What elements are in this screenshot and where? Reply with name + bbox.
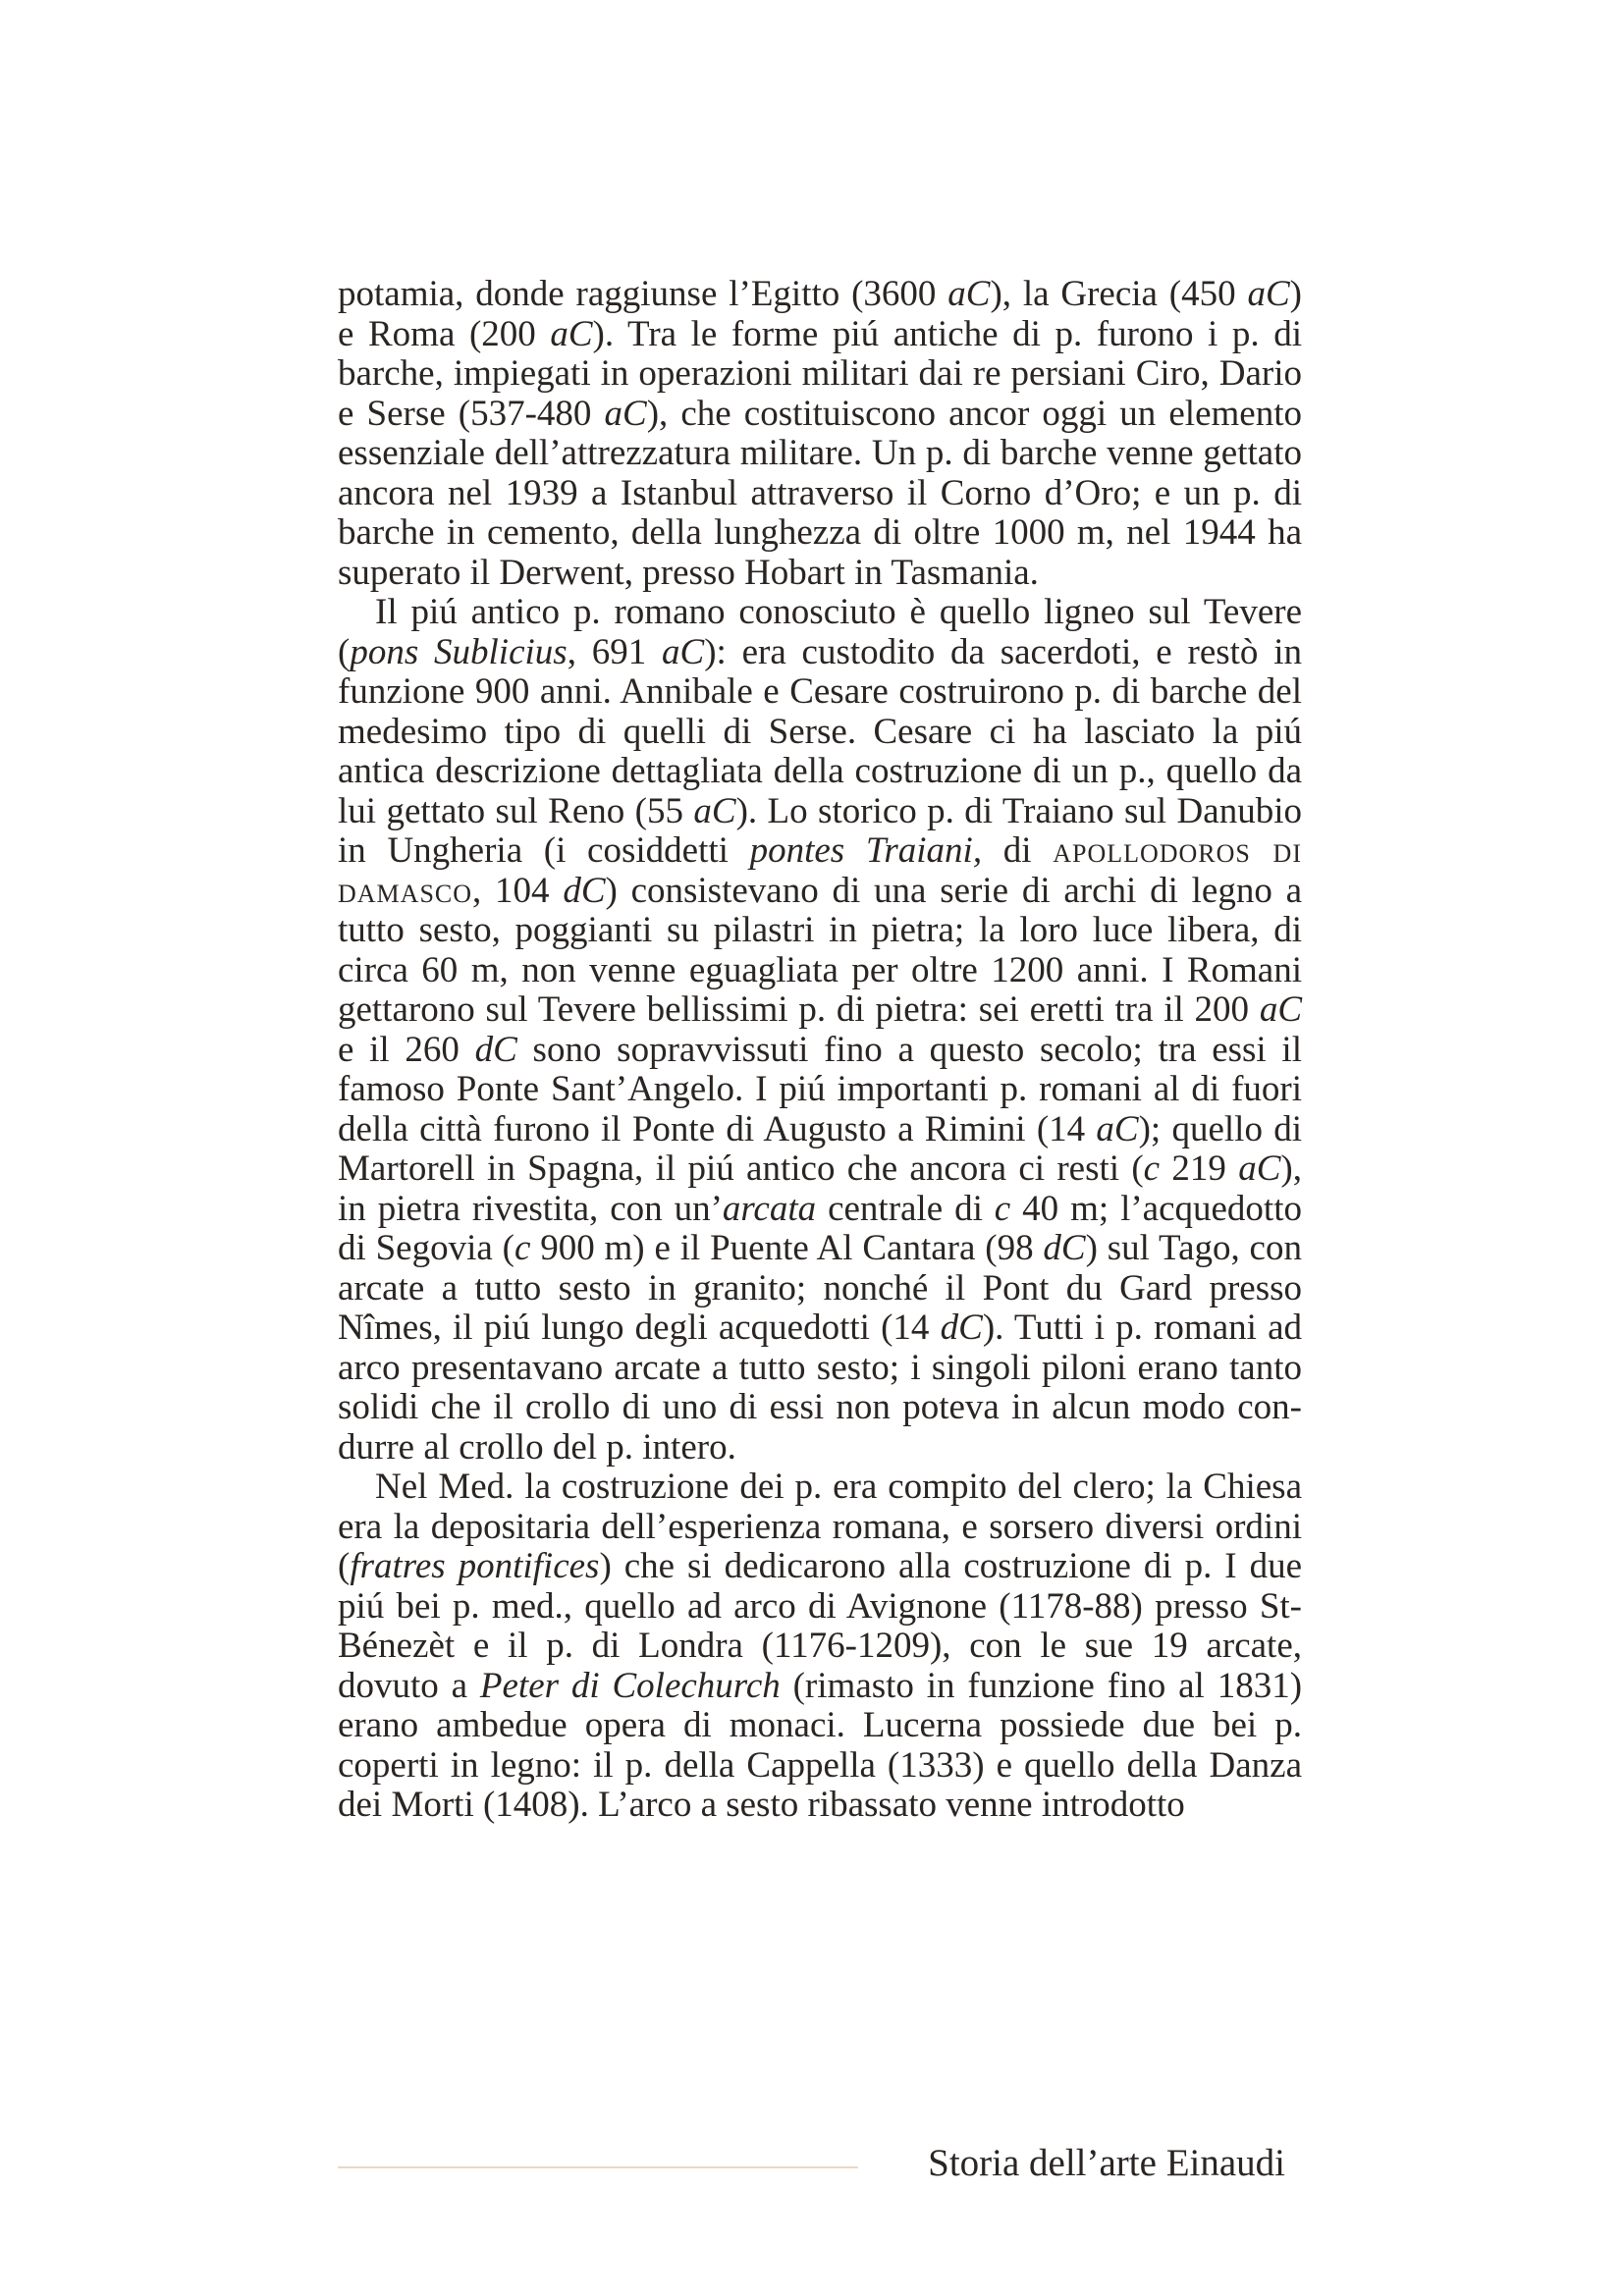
text-run: Il piú antico p. romano conosciuto è quello ligneo sul Tevere ( [338, 592, 1302, 672]
text-run: ), che costituiscono ancor oggi un elemento essenziale dell’attrezzatura militare. Un p. di barche venne gettato ancora nel 1939 a Istanbul attraverso il Corno d’Oro; e un p. di barche in cemento, della lunghezza di oltre 1000 m, nel 1944 ha superato il Derwent, presso Hobart in Tasmania. [338, 393, 1302, 593]
text-run: ) consistevano di una serie di archi di legno a tutto sesto, poggianti su pilastri in pietra; la loro luce libera, di circa 60 m, non venne eguagliata per oltre 1200 anni. I Romani gettarono sul Tevere bellissimi p. di pietra: sei eretti tra il 200 [338, 870, 1303, 1030]
footer-divider [338, 2166, 858, 2168]
small-caps-name: apollodoros di damasco [338, 830, 1302, 911]
text-run: e il 260 [338, 1029, 475, 1070]
text-run: ). Tra le forme piú antiche di p. furono i p. di barche, impiegati in operazioni militari dai re persiani Ciro, Dario e Serse (537-480 [338, 313, 1302, 434]
text-run: Nel Med. la costruzione dei p. era compito del clero; la Chiesa era la depositaria dell’esperienza romana, e sorsero diversi ordini ( [338, 1467, 1302, 1586]
text-run: ) sul Tago, con arcate a tutto sesto in granito; nonché il Pont du Gard presso Nîmes, il piú lungo degli acquedotti (14 [338, 1228, 1302, 1348]
italic-term: aC [1259, 989, 1302, 1030]
text-run: ) e Roma (200 [338, 274, 1302, 354]
paragraph-1 [338, 275, 1302, 593]
text-run: (rimasto in funzione fino al 1831) erano ambedue opera di monaci. Lucerna possiede due bei p. coperti in legno: il p. della Cappella (1333) e quello della Danza dei Morti (1408). L’arco a sesto ribassato venne introdotto [338, 1665, 1303, 1825]
text-run: 900 m) e il Puente Al Cantara (98 [530, 1228, 1044, 1268]
text-run: ). Tutti i p. romani ad arco presentavano arcate a tutto sesto; i singoli piloni erano tanto solidi che il crollo di uno di essi non poteva in alcun modo condurre al crollo del p. intero. [338, 1308, 1302, 1468]
text-run: ), la Grecia (450 [990, 274, 1248, 314]
italic-term: aC [947, 274, 991, 314]
text-run: 40 m; l’acquedotto di Segovia ( [338, 1188, 1302, 1268]
text-run: di [982, 830, 1054, 871]
italic-term: aC [1247, 274, 1290, 314]
italic-term: c [1143, 1148, 1161, 1189]
paragraph-2 [338, 593, 1302, 1468]
italic-term: dC [563, 870, 606, 911]
text-run: centrale di [816, 1188, 995, 1229]
paragraph-3 [338, 1468, 1302, 1826]
italic-term: dC [1043, 1228, 1086, 1268]
text-run: , 104 [472, 870, 564, 911]
italic-term: pontes Traiani, [749, 830, 983, 871]
italic-term: c [514, 1228, 531, 1268]
text-run: , 691 [567, 631, 663, 672]
italic-term: aC [693, 790, 736, 831]
italic-term: dC [474, 1029, 517, 1070]
italic-term: aC [1238, 1148, 1281, 1189]
italic-term: dC [940, 1308, 983, 1348]
italic-term: aC [662, 631, 705, 672]
text-run: sono sopravvissuti fino a questo secolo; tra essi il famoso Ponte Sant’Angelo. I piú importanti p. romani al di fuori della città furono il Ponte di Augusto a Rimini (14 [338, 1029, 1302, 1149]
italic-term: arcata [722, 1188, 817, 1229]
footer-title: Storia dell’arte Einaudi [928, 2142, 1285, 2184]
text-run: ). Lo storico p. di Traiano sul Danubio in Ungheria (i cosiddetti [338, 790, 1302, 871]
italic-term: fratres pontifices [350, 1546, 600, 1586]
italic-term: aC [1096, 1108, 1139, 1149]
italic-term: c [994, 1188, 1011, 1229]
italic-term: aC [550, 313, 593, 354]
text-run: 219 [1160, 1148, 1239, 1189]
text-run: ): era custodito da sacerdoti, e restò in funzione 900 anni. Annibale e Cesare costruirono p. di barche del medesimo tipo di quelli di Serse. Cesare ci ha lasciato la piú antica descrizione dettagliata della costruzione di un p., quello da lui gettato sul Reno (55 [338, 631, 1302, 831]
italic-term: pons Sublicius [350, 631, 568, 672]
italic-term: aC [604, 393, 647, 434]
text-run: ) che si dedicarono alla costruzione di p. I due piú bei p. med., quello ad arco di Avignone (1178-88) presso St-Bénezèt e il p. di Londra (1176-1209), con le sue 19 arcate, dovuto a [338, 1546, 1302, 1706]
text-run: ), in pietra rivestita, con un’ [338, 1148, 1302, 1229]
italic-term: Peter di Colechurch [479, 1665, 781, 1706]
main-text [338, 275, 1302, 1826]
text-run: ); quello di Martorell in Spagna, il piú antico che ancora ci resti ( [338, 1108, 1302, 1189]
text-run: potamia, donde raggiunse l’Egitto (3600 [338, 274, 948, 314]
